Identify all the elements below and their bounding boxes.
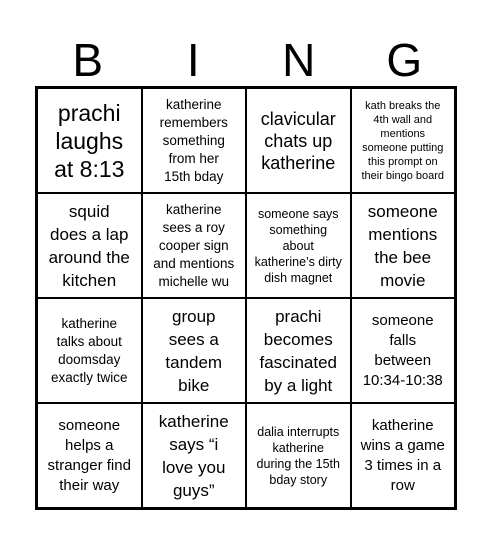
- bingo-header: [35, 34, 457, 86]
- cell-text: squid does a lap around the kitchen: [48, 201, 130, 290]
- cell-text: prachi becomes fascinated by a light: [259, 306, 337, 395]
- cell-text: clavicular chats up katherine: [260, 108, 336, 173]
- bingo-cell-r3c4[interactable]: [351, 298, 456, 403]
- bingo-cell-r1c1[interactable]: [37, 88, 142, 193]
- bingo-cell-r4c3[interactable]: [246, 403, 351, 508]
- bingo-board: [35, 86, 457, 510]
- bingo-cell-r4c4[interactable]: [351, 403, 456, 508]
- cell-text: katherine wins a game 3 times in a row: [360, 416, 445, 494]
- bingo-cell-r2c1[interactable]: [37, 193, 142, 298]
- bingo-cell-r1c2[interactable]: [142, 88, 247, 193]
- bingo-cell-r3c1[interactable]: [37, 298, 142, 403]
- bingo-cell-r4c1[interactable]: [37, 403, 142, 508]
- header-letter-b: B: [72, 34, 104, 86]
- bingo-cell-r3c2[interactable]: [142, 298, 247, 403]
- bingo-cell-r1c4[interactable]: [351, 88, 456, 193]
- bingo-cell-r2c3[interactable]: [246, 193, 351, 298]
- cell-text: someone mentions the bee movie: [367, 201, 438, 290]
- cell-text: someone helps a stranger find their way: [47, 416, 131, 494]
- header-letter-i: I: [186, 34, 200, 86]
- bingo-cell-r1c3[interactable]: [246, 88, 351, 193]
- cell-text: kath breaks the 4th wall and mentions someone putting this prompt on their bingo board: [361, 99, 445, 182]
- bingo-cell-r2c4[interactable]: [351, 193, 456, 298]
- cell-text: katherine sees a roy cooper sign and mentions michelle wu: [153, 201, 235, 289]
- cell-text: katherine says “i love you guys”: [158, 411, 229, 500]
- cell-text: katherine talks about doomsday exactly twice: [50, 315, 128, 385]
- cell-text: someone says something about katherine’s dirty dish magnet: [254, 206, 342, 285]
- cell-text: dalia interrupts katherine during the 15th bday story: [256, 424, 340, 487]
- cell-text: someone falls between 10:34-10:38: [362, 311, 443, 389]
- header-letter-n: N: [282, 34, 316, 86]
- cell-text: prachi laughs at 8:13: [54, 99, 125, 182]
- header-letter-g: G: [386, 34, 423, 86]
- cell-text: group sees a tandem bike: [165, 306, 223, 395]
- bingo-cell-r3c3[interactable]: [246, 298, 351, 403]
- bingo-cell-r2c2[interactable]: [142, 193, 247, 298]
- bingo-cell-r4c2[interactable]: [142, 403, 247, 508]
- cell-text: katherine remembers something from her 15th bday: [159, 96, 228, 184]
